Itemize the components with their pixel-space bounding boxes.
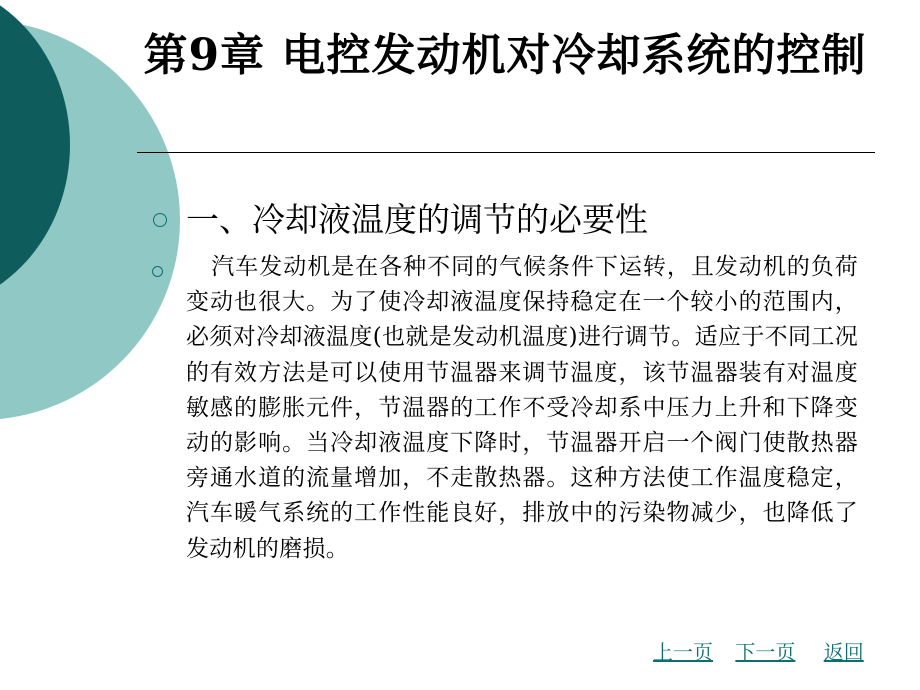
next-page-link[interactable]: 下一页 <box>735 640 796 664</box>
slide-navigation <box>653 638 864 666</box>
previous-page-link[interactable]: 上一页 <box>653 640 713 664</box>
title-divider <box>137 152 875 153</box>
bullet-circle-icon <box>152 266 163 277</box>
section-heading: 一、冷却液温度的调节的必要性 <box>186 200 648 239</box>
body-paragraph: 汽车发动机是在各种不同的气候条件下运转，且发动机的负荷变动也很大。为了使冷却液温度保持稳定在一个较小的范围内，必须对冷却液温度(也就是发动机温度)进行调节。适应于不同工况的有效方法是可以使用节温器来调节温度，该节温器装有对温度敏感的膨胀元件，节温器的工作不受冷却系中压力上升和下降变动的影响。当冷却液温度下降时，节温器开启一个阀门使散热器旁通水道的流量增加，不走散热器。这种方法使工作温度稳定，汽车暖气系统的工作性能良好，排放中的污染物减少，也降低了发动机的磨损。 <box>186 254 858 562</box>
slide-title: 第9章 电控发动机对冷却系统的控制 <box>143 30 867 81</box>
bullet-circle-icon <box>153 213 167 227</box>
back-link[interactable]: 返回 <box>823 640 864 664</box>
